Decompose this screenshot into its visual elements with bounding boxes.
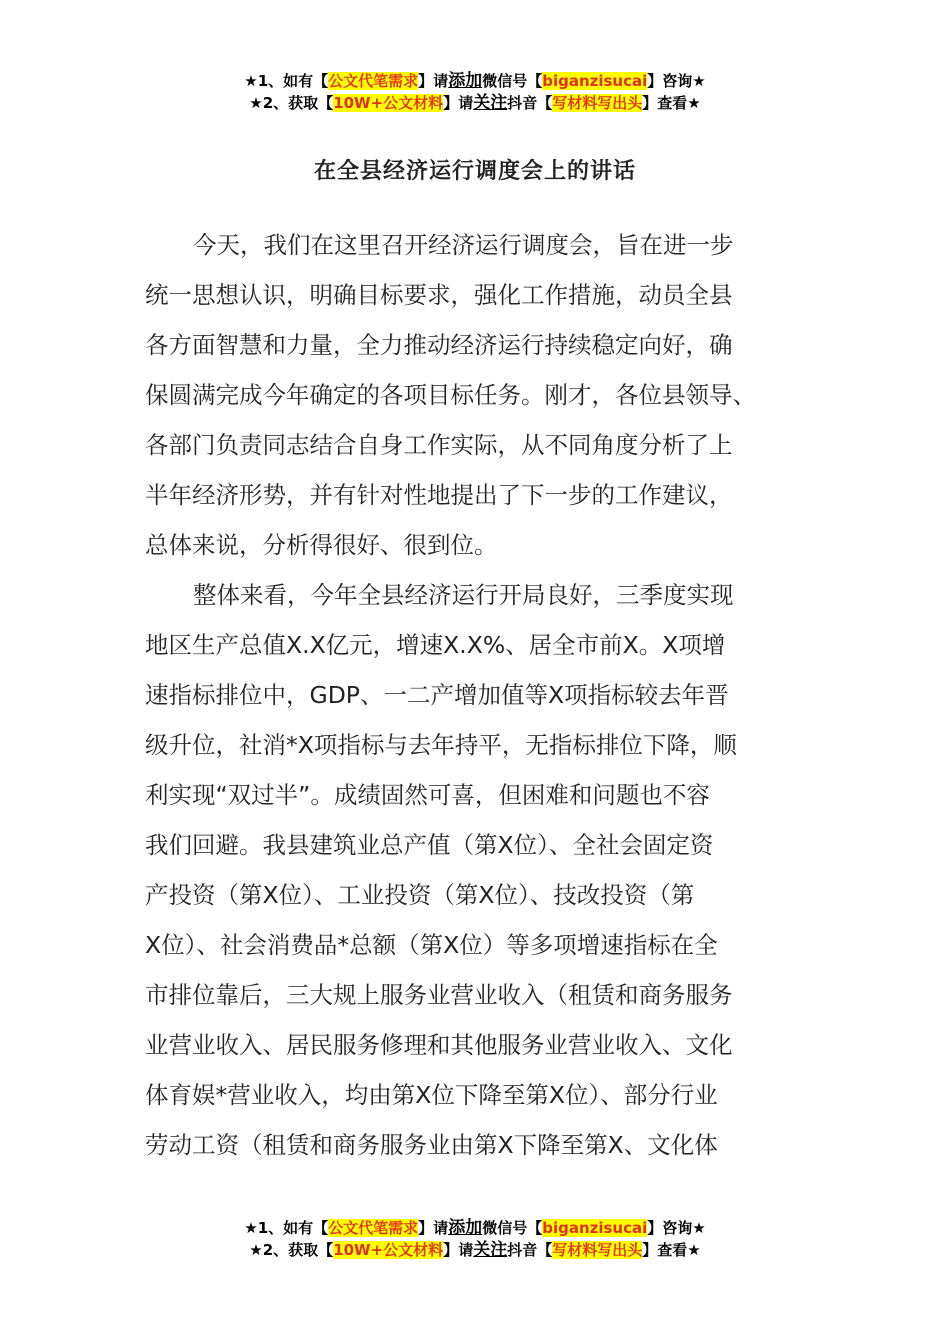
- promo-line-2: [0, 1239, 950, 1261]
- body-line: 业营业收入、居民服务修理和其他服务业营业收入、文化: [145, 1031, 733, 1059]
- promo-highlight: 公文代笔需求: [328, 72, 419, 90]
- body-line: 总体来说，分析得很好、很到位。: [145, 531, 498, 559]
- promo-wechat-id: biganzisucai: [542, 72, 648, 90]
- body-line: 今天，我们在这里召开经济运行调度会，旨在进一步: [193, 231, 734, 259]
- promo-text: 微信号【: [482, 1219, 543, 1237]
- promo-text: ★2、获取【: [249, 94, 334, 112]
- promo-text: ★2、获取【: [249, 1241, 334, 1259]
- promo-text: 】请: [443, 94, 474, 112]
- promo-highlight: 公文代笔需求: [328, 1219, 419, 1237]
- promo-banner-top: [0, 70, 950, 114]
- promo-banner-bottom: [0, 1217, 950, 1261]
- body-line: 整体来看，今年全县经济运行开局良好，三季度实现: [193, 581, 734, 609]
- promo-text: 】查看★: [642, 94, 701, 112]
- body-line: 半年经济形势，并有针对性地提出了下一步的工作建议，: [145, 481, 733, 509]
- promo-douyin-name: 写材料写出头: [552, 94, 643, 112]
- promo-underline: 关注: [473, 1240, 508, 1260]
- promo-text: 】查看★: [642, 1241, 701, 1259]
- promo-text: 】咨询★: [647, 72, 706, 90]
- promo-highlight: 10W+公文材料: [333, 94, 444, 112]
- promo-line-1: [0, 1217, 950, 1239]
- promo-underline: 关注: [473, 93, 508, 113]
- promo-line-1: [0, 70, 950, 92]
- document-body: [145, 222, 810, 1172]
- promo-underline: 添加: [448, 71, 483, 91]
- body-line: 产投资（第X位）、工业投资（第X位）、技改投资（第: [145, 881, 695, 909]
- promo-text: ★1、如有【: [244, 72, 329, 90]
- promo-underline: 添加: [448, 1218, 483, 1238]
- promo-text: 】咨询★: [647, 1219, 706, 1237]
- promo-highlight: 10W+公文材料: [333, 1241, 444, 1259]
- body-line: 统一思想认识，明确目标要求，强化工作措施，动员全县: [145, 281, 733, 309]
- promo-line-2: [0, 92, 950, 114]
- promo-text: 】请: [418, 1219, 449, 1237]
- body-line: 保圆满完成今年确定的各项目标任务。刚才，各位县领导、: [145, 381, 756, 409]
- document-title: 在全县经济运行调度会上的讲话: [313, 159, 636, 184]
- body-line: 我们回避。我县建筑业总产值（第X位）、全社会固定资: [145, 831, 714, 859]
- body-line: 体育娱*营业收入，均由第X位下降至第X位）、部分行业: [145, 1081, 718, 1109]
- body-line: 利实现“双过半”。成绩固然可喜，但困难和问题也不容: [145, 781, 710, 809]
- body-line: 市排位靠后，三大规上服务业营业收入（租赁和商务服务: [145, 981, 733, 1009]
- promo-text: 抖音【: [507, 1241, 553, 1259]
- body-line: 级升位，社消*X项指标与去年持平，无指标排位下降，顺: [145, 731, 737, 759]
- body-line: 各部门负责同志结合自身工作实际，从不同角度分析了上: [145, 431, 733, 459]
- promo-text: 抖音【: [507, 94, 553, 112]
- promo-wechat-id: biganzisucai: [542, 1219, 648, 1237]
- promo-text: 】请: [418, 72, 449, 90]
- promo-text: 微信号【: [482, 72, 543, 90]
- body-line: 地区生产总值X.X亿元，增速X.X%、居全市前X。X项增: [145, 631, 726, 659]
- promo-text: ★1、如有【: [244, 1219, 329, 1237]
- body-line: 各方面智慧和力量，全力推动经济运行持续稳定向好，确: [145, 331, 733, 359]
- body-line: 劳动工资（租赁和商务服务业由第X下降至第X、文化体: [145, 1131, 718, 1159]
- body-line: X位）、社会消费品*总额（第X位）等多项增速指标在全: [145, 931, 718, 959]
- promo-douyin-name: 写材料写出头: [552, 1241, 643, 1259]
- body-line: 速指标排位中，GDP、一二产增加值等X项指标较去年晋: [145, 681, 729, 709]
- promo-text: 】请: [443, 1241, 474, 1259]
